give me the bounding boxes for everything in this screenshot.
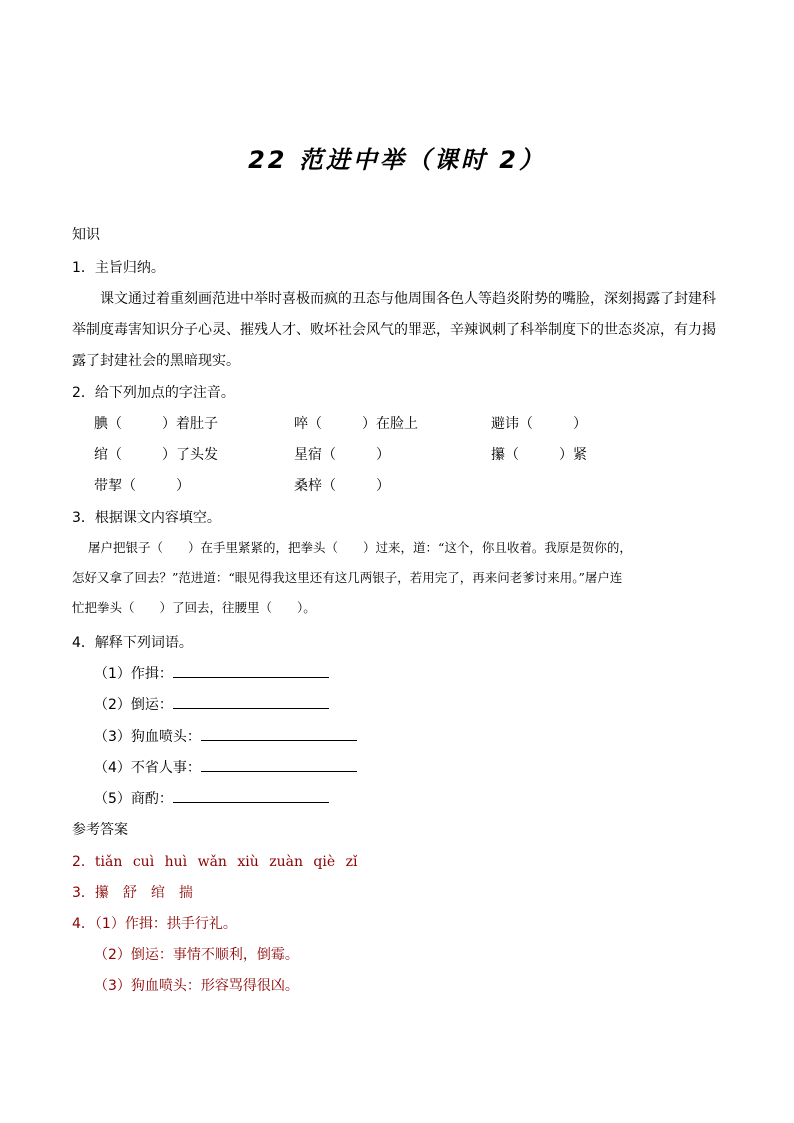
- q1-heading: 1．主旨归纳。: [72, 260, 165, 276]
- q3-line1: 屠户把银子（ ）在手里紧紧的，把拳头（ ）过来，道：“这个，你且收着。我原是贺你的，: [88, 540, 632, 555]
- q1-line3: 露了封建社会的黑暗现实。: [72, 353, 240, 369]
- answer-3: 3．攥 舒 绾 揣: [72, 885, 193, 901]
- q2-heading: 2．给下列加点的字注音。: [72, 385, 235, 401]
- answers-heading: 参考答案: [72, 822, 128, 838]
- q2-item: 星宿（ ）: [294, 447, 390, 463]
- q1-line1: 课文通过着重刻画范进中举时喜极而疯的丑态与他周围各色人等趋炎附势的嘴脸，深刻揭露了封建科: [100, 291, 716, 307]
- q4-item: （1）作揖：: [94, 663, 329, 683]
- q3-line3: 忙把拳头（ ）了回去，往腰里（ ）。: [72, 600, 316, 615]
- q4-item: （2）倒运：: [94, 694, 329, 714]
- q2-item: 啐（ ）在脸上: [294, 416, 418, 432]
- q4-item: （3）狗血喷头：: [94, 726, 357, 746]
- page-title: 22 范进中举（课时 2）: [248, 146, 546, 174]
- q1-line2: 举制度毒害知识分子心灵、摧残人才、败坏社会风气的罪恶，辛辣讽刺了科举制度下的世态炎凉，有力揭: [72, 322, 716, 338]
- answer-4-2: （2）倒运：事情不顺利，倒霉。: [94, 947, 299, 963]
- q3-heading: 3．根据课文内容填空。: [72, 510, 221, 526]
- q2-item: 避讳（ ）: [491, 416, 587, 432]
- q4-heading: 4．解释下列词语。: [72, 635, 193, 651]
- q2-item: 带挈（ ）: [94, 478, 190, 494]
- answer-4-3: （3）狗血喷头：形容骂得很凶。: [94, 978, 299, 994]
- q2-item: 桑梓（ ）: [294, 478, 390, 494]
- answer-4-1: 4．（1）作揖：拱手行礼。: [72, 916, 237, 932]
- q2-item: 腆（ ）着肚子: [94, 416, 218, 432]
- q2-item: 攥（ ）紧: [491, 447, 587, 463]
- section-knowledge: 知识: [72, 227, 100, 243]
- q4-item: （5）商酌：: [94, 788, 329, 808]
- answer-2: 2．tiǎn cuì huì wǎn xiù zuàn qiè zǐ: [72, 854, 358, 870]
- q3-line2: 怎好又拿了回去？”范进道：“眼见得我这里还有这几两银子，若用完了，再来问老爹讨来用。”屠户连: [72, 570, 623, 585]
- q2-item: 绾（ ）了头发: [94, 447, 218, 463]
- q4-item: （4）不省人事：: [94, 757, 357, 777]
